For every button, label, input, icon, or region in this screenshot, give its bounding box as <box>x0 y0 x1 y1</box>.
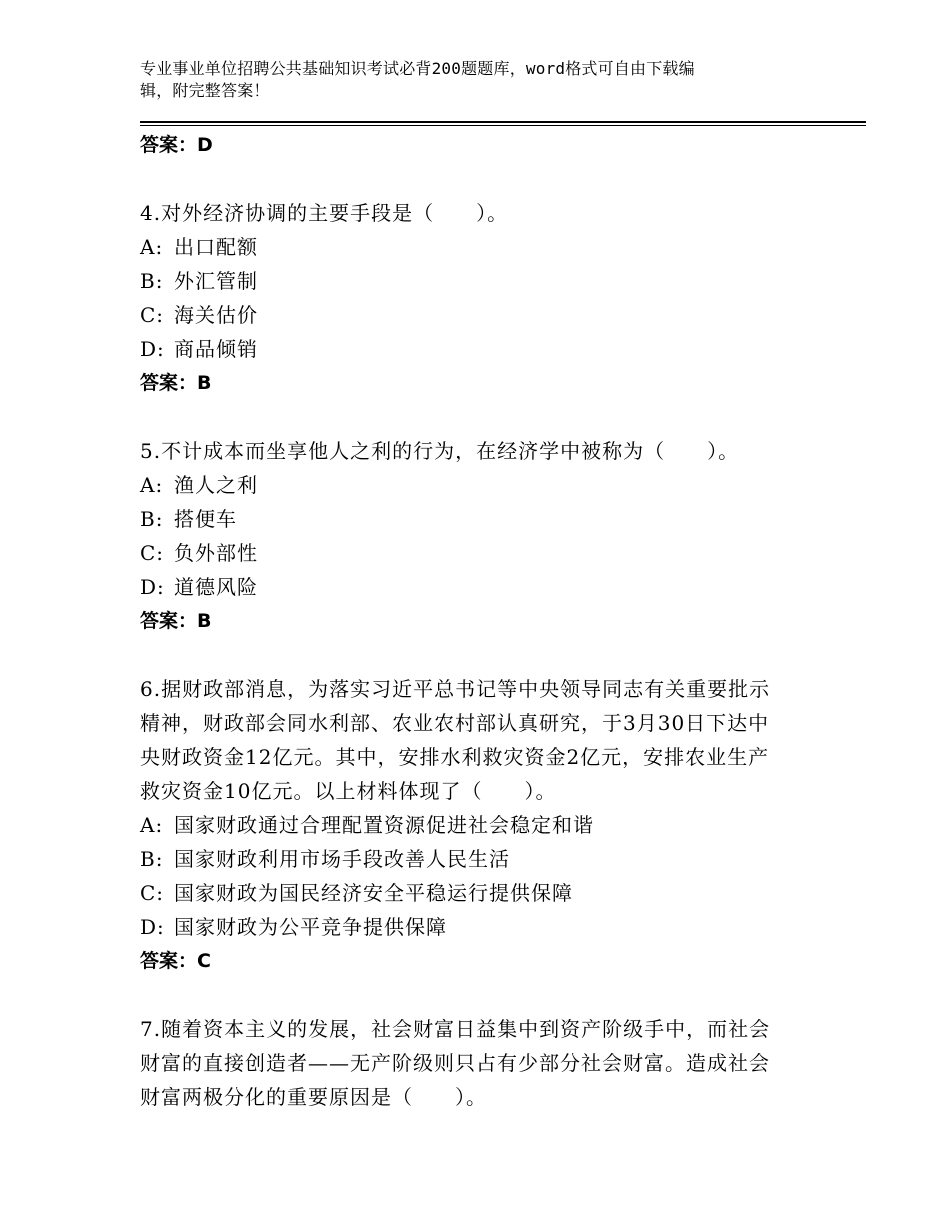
question-6-stem-line-4: 救灾资金10亿元。以上材料体现了（ ）。 <box>140 779 557 803</box>
option-text: 商品倾销 <box>174 337 258 361</box>
header-divider-thin <box>140 125 866 126</box>
question-5-option-b <box>140 502 820 536</box>
question-6-option-c <box>140 876 820 910</box>
option-letter: D: <box>140 575 165 599</box>
option-text: 搭便车 <box>174 507 237 531</box>
option-text: 道德风险 <box>174 575 258 599</box>
question-5-option-d <box>140 570 820 604</box>
option-text: 国家财政为公平竞争提供保障 <box>174 915 447 939</box>
question-5-option-a <box>140 468 820 502</box>
option-letter: B: <box>140 269 164 293</box>
option-letter: B: <box>140 847 164 871</box>
question-6-stem-line-3: 央财政资金12亿元。其中，安排水利救灾资金2亿元，安排农业生产 <box>140 745 770 769</box>
question-4-answer: 答案：B <box>140 372 212 394</box>
option-letter: C: <box>140 541 165 565</box>
option-letter: C: <box>140 881 165 905</box>
header-line-2: 辑，附完整答案！ <box>140 81 270 100</box>
option-text: 海关估价 <box>174 303 258 327</box>
page-header <box>140 58 800 102</box>
question-4-option-b <box>140 264 820 298</box>
question-6-option-a <box>140 808 820 842</box>
option-text: 国家财政通过合理配置资源促进社会稳定和谐 <box>174 813 594 837</box>
option-letter: A: <box>140 813 164 837</box>
question-6 <box>140 672 820 978</box>
question-6-option-d <box>140 910 820 944</box>
question-6-stem-line-2: 精神，财政部会同水利部、农业农村部认真研究，于3月30日下达中 <box>140 711 770 735</box>
question-4-option-d <box>140 332 820 366</box>
question-4-option-a <box>140 230 820 264</box>
option-text: 国家财政利用市场手段改善人民生活 <box>174 847 510 871</box>
option-letter: D: <box>140 915 165 939</box>
question-6-answer: 答案：C <box>140 950 211 972</box>
question-4-stem-line: 4.对外经济协调的主要手段是（ ）。 <box>140 201 509 225</box>
question-6-stem-line-1: 6.据财政部消息，为落实习近平总书记等中央领导同志有关重要批示 <box>140 677 771 701</box>
answer-previous-question: 答案：D <box>140 134 213 156</box>
question-7-stem-line-3: 财富两极分化的重要原因是（ ）。 <box>140 1085 487 1109</box>
option-letter: C: <box>140 303 165 327</box>
question-5-option-c <box>140 536 820 570</box>
document-body <box>140 128 820 1114</box>
option-letter: D: <box>140 337 165 361</box>
option-letter: A: <box>140 235 164 259</box>
option-text: 出口配额 <box>174 235 258 259</box>
question-7 <box>140 1012 820 1114</box>
question-4 <box>140 196 820 400</box>
option-letter: A: <box>140 473 164 497</box>
option-text: 外汇管制 <box>174 269 258 293</box>
option-text: 渔人之利 <box>174 473 258 497</box>
question-4-option-c <box>140 298 820 332</box>
header-divider-thick <box>140 121 866 123</box>
question-4-stem <box>140 196 820 230</box>
question-5-stem <box>140 434 820 468</box>
option-text: 国家财政为国民经济安全平稳运行提供保障 <box>174 881 573 905</box>
question-7-stem-line-2: 财富的直接创造者——无产阶级则只占有少部分社会财富。造成社会 <box>140 1051 770 1075</box>
header-line-1: 专业事业单位招聘公共基础知识考试必背200题题库，word格式可自由下载编 <box>140 59 695 78</box>
option-letter: B: <box>140 507 164 531</box>
question-5 <box>140 434 820 638</box>
question-7-stem-line-1: 7.随着资本主义的发展，社会财富日益集中到资产阶级手中，而社会 <box>140 1017 771 1041</box>
question-6-option-b <box>140 842 820 876</box>
question-5-stem-line: 5.不计成本而坐享他人之利的行为，在经济学中被称为（ ）。 <box>140 439 740 463</box>
option-text: 负外部性 <box>174 541 258 565</box>
question-5-answer: 答案：B <box>140 610 212 632</box>
